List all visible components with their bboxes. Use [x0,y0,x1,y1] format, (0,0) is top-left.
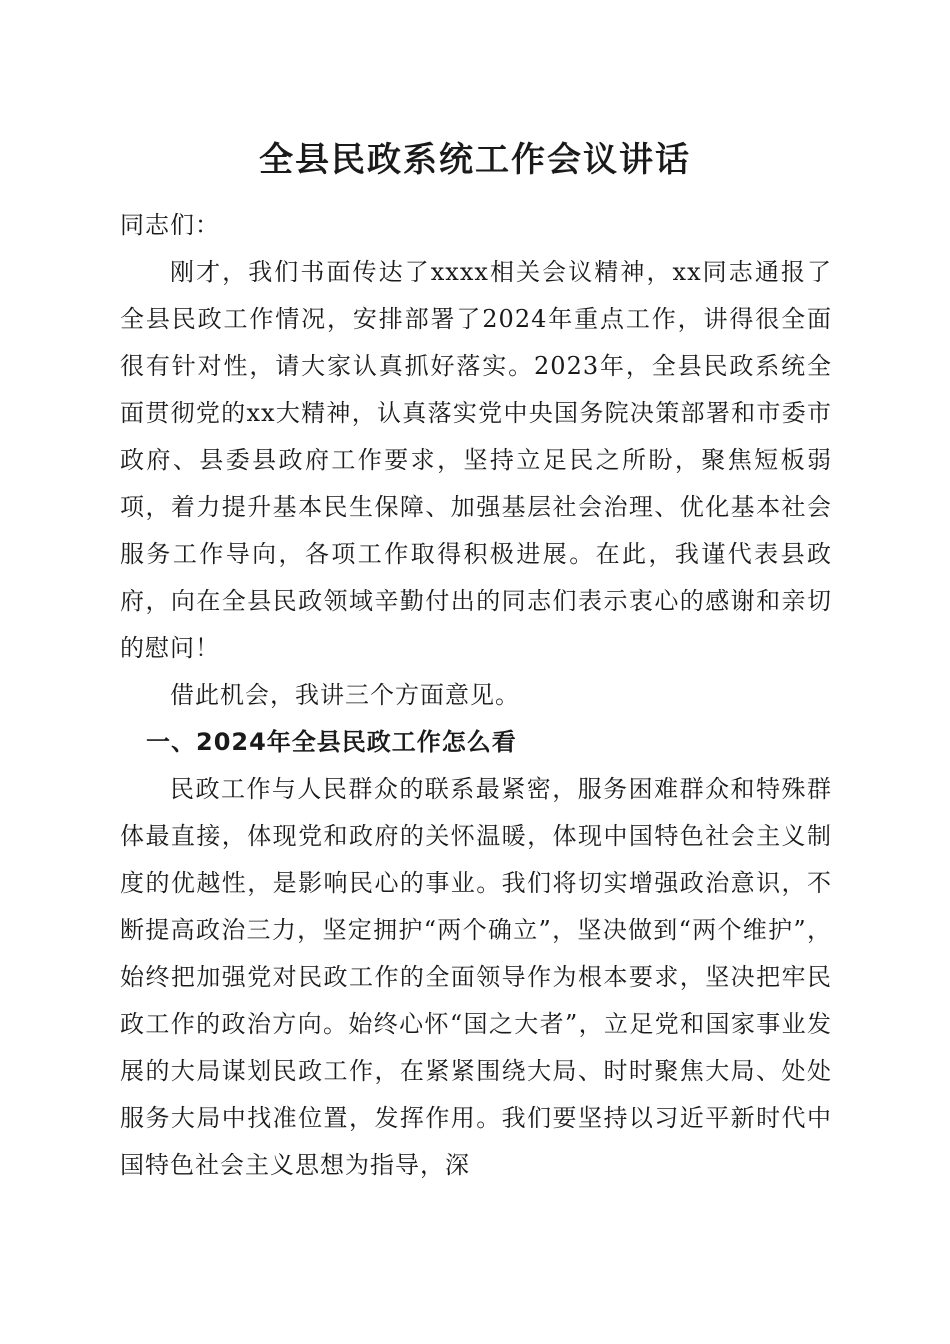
document-title: 全县民政系统工作会议讲话 [259,140,691,180]
paragraph-section-one: 民政工作与人民群众的联系最紧密，服务困难群众和特殊群体最直接，体现党和政府的关怀温暖，体现中国特色社会主义制度的优越性，是影响民心的事业。我们将切实增强政治意识，不断提高政治三力，坚定拥护“两个确立”，坚决做到“两个维护”，始终把加强党对民政工作的全面领导作为根本要求，坚决把牢民政工作的政治方向。始终心怀“国之大者”，立足党和国家事业发展的大局谋划民政工作，在紧紧围绕大局、时时聚焦大局、处处服务大局中找准位置，发挥作用。我们要坚持以习近平新时代中国特色社会主义思想为指导，深 [120,775,832,1179]
paragraph-opening: 刚才，我们书面传达了xxxx相关会议精神，xx同志通报了全县民政工作情况，安排部署了2024年重点工作，讲得很全面很有针对性，请大家认真抓好落实。2023年，全县民政系统全面贯彻党的xx大精神，认真落实党中央国务院决策部署和市委市政府、县委县政府工作要求，坚持立足民之所盼，聚焦短板弱项，着力提升基本民生保障、加强基层社会治理、优化基本社会服务工作导向，各项工作取得积极进展。在此，我谨代表县政府，向在全县民政领域辛勤付出的同志们表示衷心的感谢和亲切的慰问！ [120,258,832,662]
salutation: 同志们： [120,211,220,239]
document-body [120,202,832,1189]
section-heading: 一、2024年全县民政工作怎么看 [146,728,517,756]
paragraph-intro: 借此机会，我讲三个方面意见。 [170,681,520,709]
